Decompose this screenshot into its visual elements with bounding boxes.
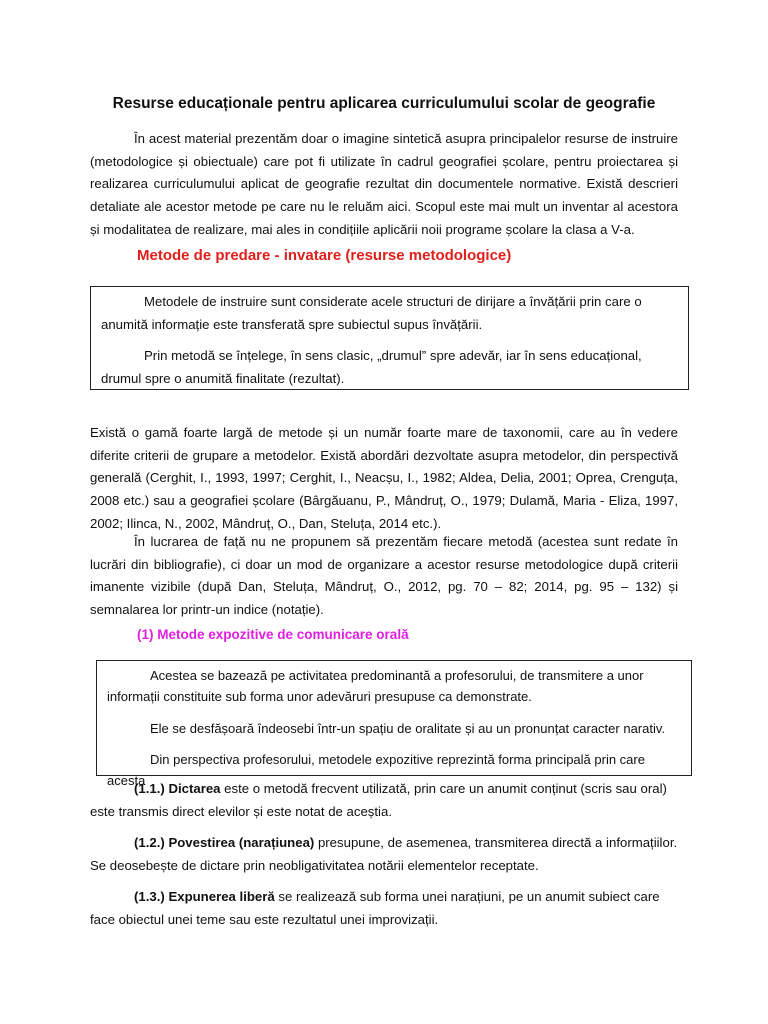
taxonomy-paragraph: Există o gamă foarte largă de metode și un număr foarte mare de taxonomii, care au în vedere diferite criterii de grupare a metodelor. Există abordări dezvoltate asupra metodelor, din perspectivă generală (Cerghit, I., 1993, 1997; Cerghit, I., Neacșu, I., 1982; Aldea, Delia, 2001; Oprea, Crenguța, 2008 etc.) sau a geografiei școlare (Bârgăuanu, P., Mândruț, O., 1979; Dulamă, Maria - Eliza, 1997, 2002; Ilinca, N., 2002, Mândruț, O., Dan, Steluța, 2014 etc.). [90, 425, 678, 531]
method-item-narration [90, 832, 678, 877]
expository-paragraph-1: Acestea se bazează pe activitatea predominantă a profesorului, de transmitere a unor informații constituite sub forma unor adevăruri presupuse ca demonstrate. [107, 668, 644, 704]
document-title: Resurse educaționale pentru aplicarea curriculumului scolar de geografie [112, 95, 656, 112]
expository-paragraph-2: Ele se desfășoară îndeosebi într-un spațiu de oralitate și au un pronunțat caracter narativ. [150, 721, 666, 736]
method-item-text: se realizează sub forma unei narațiuni, pe un anumit subiect care face obiectul unei teme sau este rezultatul unei improvizații. [90, 889, 660, 927]
method-item-label: (1.1.) Dictarea [134, 781, 221, 796]
method-item-text: presupune, de asemenea, transmiterea directă a informațiilor. Se deosebește de dictare prin neobligativitatea notării elementelor receptate. [90, 835, 678, 873]
expository-methods-box [96, 660, 692, 788]
definition-box [90, 286, 689, 390]
method-item-label: (1.2.) Povestirea (narațiunea) [134, 835, 315, 850]
method-item-label: (1.3.) Expunerea liberă [134, 889, 275, 904]
intro-paragraph: În acest material prezentăm doar o imagine sintetică asupra principalelor resurse de instruire (metodologice și obiectuale) care pot fi utilizate în cadrul geografiei școlare, pentru proiectarea și realizarea curriculumului aplicat de geografie rezultat din documentele normative. Există descrieri detaliate ale acestor metode pe care nu le reluăm aici. Scopul este mai mult un inventar al acestora și modalitatea de realizare, mai ales in condițiile aplicării noii programe școlare la clasa a V-a. [90, 131, 678, 237]
organization-paragraph: În lucrarea de față nu ne propunem să prezentăm fiecare metodă (acestea sunt redate în lucrări din bibliografie), ci doar un mod de organizare a acestor resurse metodologice după criterii imanente vizibile (după Dan, Steluța, Mândruț, O., 2012, pg. 70 – 82; 2014, pg. 95 – 132) și semnalarea lor printr-un indice (notație). [90, 534, 678, 618]
method-item-free-exposition [90, 886, 678, 931]
method-item-text: este o metodă frecvent utilizată, prin care un anumit conținut (scris sau oral) este transmis direct elevilor și este notat de aceștia. [90, 781, 667, 819]
definition-paragraph-1: Metodele de instruire sunt considerate acele structuri de dirijare a învățării prin care o anumită informație este transferată spre subiectul supus învățării. [101, 294, 642, 332]
expository-paragraph-3: Din perspectiva profesorului, metodele expozitive reprezintă forma principală prin care acesta [107, 752, 645, 788]
method-item-dictation [90, 778, 678, 823]
subsection-heading: (1) Metode expozitive de comunicare orală [137, 627, 409, 642]
definition-paragraph-2: Prin metodă se înțelege, în sens clasic, „drumul” spre adevăr, iar în sens educațional, drumul spre o anumită finalitate (rezultat). [101, 348, 642, 387]
section-heading: Metode de predare - invatare (resurse metodologice) [137, 247, 512, 264]
